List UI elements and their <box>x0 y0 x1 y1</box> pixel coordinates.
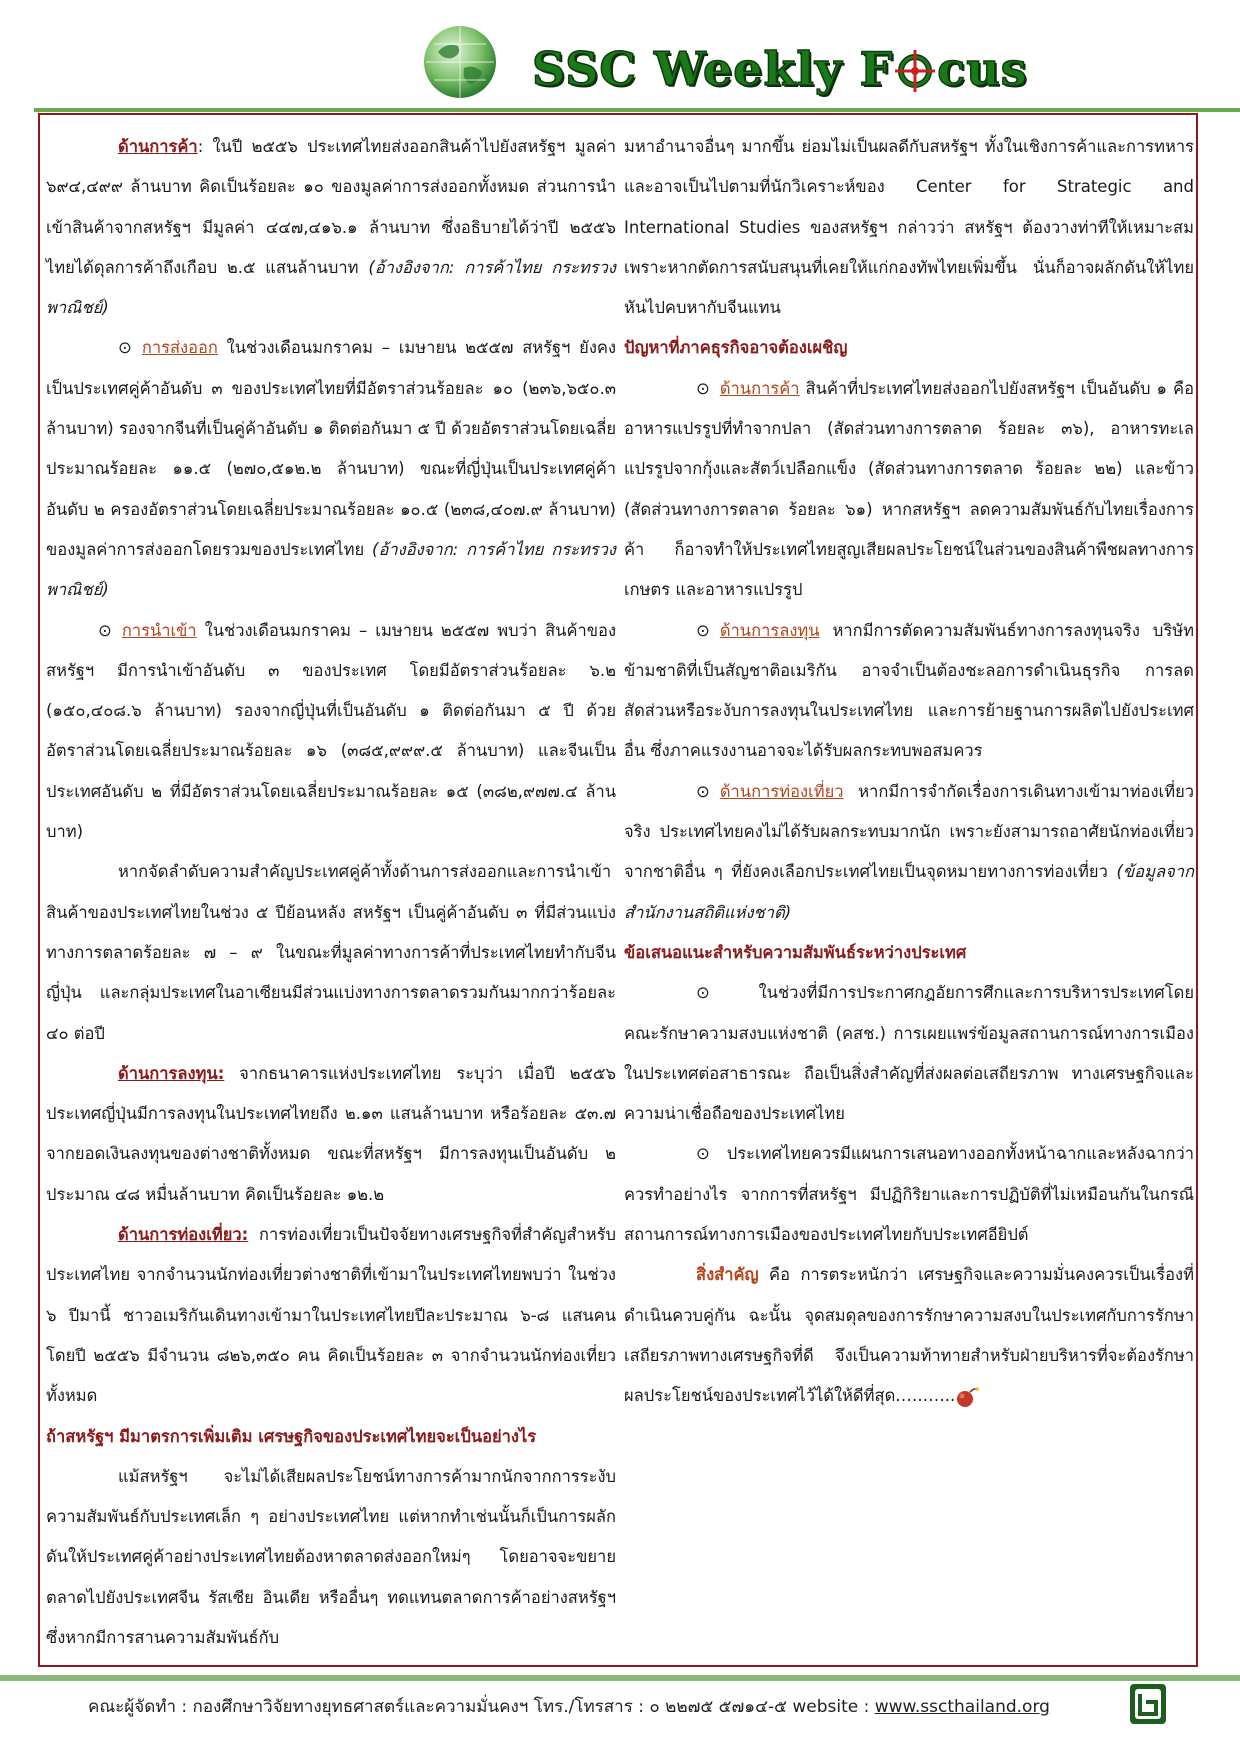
text-investment-impact: หากมีการตัดความสัมพันธ์ทางการลงทุนจริง บริษัทข้ามชาติที่เป็นสัญชาติอเมริกัน อาจจำเป็นต้องชะลอการดำเนินธุรกิจ การลดสัดส่วนหรือระงับการลงทุนในประเทศไทย และการย้ายฐานการผลิตไปยังประเทศอื่น ซึ่งภาคแรงงานอาจจะได้รับผลกระทบพอสมควร <box>624 620 1194 761</box>
text-recommendation-2: ประเทศไทยควรมีแผนการเสนอทางออกทั้งหน้าฉากและหลังฉากว่าควรทำอย่างไร จากการที่สหรัฐฯ มีปฏิกิริยาและการปฏิบัติที่ไม่เหมือนกันในกรณีสถานการณ์ทางการเมืองของประเทศไทยกับประเทศอียิปต์ <box>624 1144 1194 1245</box>
heading-tourism: ด้านการท่องเที่ยว: <box>118 1225 249 1245</box>
bomb-icon <box>955 1386 979 1408</box>
header-divider <box>34 108 1240 112</box>
text-recommendation-1: ในช่วงที่มีการประกาศกฎอัยการศึกและการบริหารประเทศโดยคณะรักษาความสงบแห่งชาติ (คสช.) การเผยแพร่ข้อมูลสถานการณ์ทางการเมืองในประเทศต่อสาธารณะ ถือเป็นสิ่งสำคัญที่ส่งผลต่อเสถียรภาพ ทางเศรษฐกิจและความน่าเชื่อถือของประเทศไทย <box>624 983 1194 1124</box>
text-import: ในช่วงเดือนมกราคม – เมษายน ๒๕๕๗ พบว่า สินค้าของสหรัฐฯ มีการนำเข้าอันดับ ๓ ของประเทศ โดยมีอัตราส่วนร้อยละ ๖.๒ (๑๕๐,๔๐๘.๖ ล้านบาท) รองจากญี่ปุ่นที่เป็นอันดับ ๑ ติดต่อกันมา ๕ ปี ด้วยอัตราส่วนโดยเฉลี่ยประมาณร้อยละ ๑๖ (๓๘๕,๙๙๙.๕ ล้านบาท) และจีนเป็นประเทศอันดับ ๒ ที่มีอัตราส่วนโดยเฉลี่ยประมาณร้อยละ ๑๕ (๓๘๒,๙๗๗.๔ ล้านบาท) <box>46 620 616 842</box>
masthead-title <box>532 42 1028 96</box>
bullet-icon: ⊙ <box>696 1144 710 1164</box>
text-investment: จากธนาคารแห่งประเทศไทย ระบุว่า เมื่อปี ๒๕๕๖ ประเทศญี่ปุ่นมีการลงทุนในประเทศไทยถึง ๒.๑๓ แสนล้านบาท หรือร้อยละ ๕๓.๗ จากยอดเงินลงทุนของต่างชาติทั้งหมด ขณะที่สหรัฐฯ มีการลงทุนเป็นอันดับ ๒ ประมาณ ๔๘ หมื่นล้านบาท คิดเป็นร้อยละ ๑๒.๒ <box>46 1063 616 1204</box>
paragraph-continued <box>624 127 1194 328</box>
page-footer <box>88 1692 1128 1722</box>
text-tourism: การท่องเที่ยวเป็นปัจจัยทางเศรษฐกิจที่สำคัญสำหรับประเทศไทย จากจำนวนนักท่องเที่ยวต่างชาติที่เข้ามาในประเทศไทยพบว่า ในช่วง ๖ ปีมานี้ ชาวอเมริกันเดินทางเข้ามาในประเทศไทยปีละประมาณ ๖-๘ แสนคน โดยปี ๒๕๕๖ มีจำนวน ๘๒๖,๓๕๐ คน คิดเป็นร้อยละ ๓ จากจำนวนนักท่องเที่ยวทั้งหมด <box>46 1225 616 1406</box>
subheading-trade-impact: ด้านการค้า <box>719 378 800 398</box>
subheading-import: การนำเข้า <box>121 620 197 640</box>
text-key-point: คือ การตระหนักว่า เศรษฐกิจและความมั่นคงควรเป็นเรื่องที่ดำเนินควบคู่กัน ฉะนั้น จุดสมดุลของการรักษาความสงบในประเทศกับการรักษาเสถียรภาพทางเศรษฐกิจที่ดี จึงเป็นความท้าทายสำหรับฝ่ายบริหารที่จะต้องรักษาผลประโยชน์ของประเทศไว้ได้ให้ดีที่สุด……….. <box>624 1265 1194 1406</box>
heading-investment: ด้านการลงทุน: <box>118 1063 225 1083</box>
text-tourism-impact: หากมีการจำกัดเรื่องการเดินทางเข้ามาท่องเที่ยวจริง ประเทศไทยคงไม่ได้รับผลกระทบมากนัก เพราะยังสามารถอาศัยนักท่องเที่ยวจากชาติอื่น ๆ ที่ยังคงเลือกประเทศไทยเป็นจุดหมายทางการท่องเที่ยว <box>624 781 1194 882</box>
paragraph-investment-impact <box>624 611 1194 772</box>
paragraph-trade <box>46 127 616 328</box>
paragraph-recommendation-1 <box>624 973 1194 1134</box>
bullet-icon: ⊙ <box>696 781 710 801</box>
text-trade: : ในปี ๒๕๕๖ ประเทศไทยส่งออกสินค้าไปยังสหรัฐฯ มูลค่า ๖๙๔,๔๙๙ ล้านบาท คิดเป็นร้อยละ ๑๐ ของมูลค่าการส่งออกทั้งหมด ส่วนการนำเข้าสินค้าจากสหรัฐฯ มีมูลค่า ๔๔๗,๔๑๖.๑ ล้านบาท ซึ่งอธิบายได้ว่าปี ๒๕๕๖ ไทยได้ดุลการค้าถึงเกือบ ๒.๕ แสนล้านบาท <box>46 137 616 277</box>
masthead-suffix: cus <box>937 42 1028 96</box>
footer-credit: คณะผู้จัดทำ : กองศึกษาวิจัยทางยุทธศาสตร์และความมั่นคงฯ โทร./โทรสาร : ๐ ๒๒๗๕ ๕๗๑๔-๕ website : <box>88 1697 875 1717</box>
footer-divider <box>0 1675 1240 1681</box>
citation-tourism: (ข้อมูลจากสำนักงานสถิติแห่งชาติ) <box>624 862 1195 922</box>
citation-trade: (อ้างอิงจาก: การค้าไทย กระทรวงพาณิชย์) <box>46 257 616 318</box>
text-continued: มหาอำนาจอื่นๆ มากขึ้น ย่อมไม่เป็นผลดีกับสหรัฐฯ ทั้งในเชิงการค้าและการทหาร และอาจเป็นไปตามที่นักวิเคราะห์ของ Center for Strategic and International Studies ของสหรัฐฯ กล่าวว่า สหรัฐฯ ต้องวางท่าทีให้เหมาะสม เพราะหากตัดการสนับสนุนที่เคยให้แก่กองทัพไทยเพิ่มขึ้น นั่นก็อาจผลักดันให้ไทยหันไปคบหากับจีนแทน <box>624 137 1194 318</box>
paragraph-key-point <box>624 1255 1194 1416</box>
left-column <box>46 127 616 1658</box>
bullet-icon: ⊙ <box>696 620 710 640</box>
paragraph-ranking <box>46 852 616 1053</box>
citation-export: (อ้างอิงจาก: การค้าไทย กระทรวงพาณิชย์) <box>46 539 616 600</box>
section-heading-business-problems: ปัญหาที่ภาคธุรกิจอาจต้องเผชิญ <box>624 338 848 358</box>
bullet-icon: ⊙ <box>696 983 710 1003</box>
globe-logo <box>420 22 500 102</box>
text-ranking: หากจัดลำดับความสำคัญประเทศคู่ค้าทั้งด้านการส่งออกและการนำเข้าสินค้าของประเทศไทยในช่วง ๕ ปีย้อนหลัง สหรัฐฯ เป็นคู่ค้าอันดับ ๓ ที่มีส่วนแบ่งทางการตลาดร้อยละ ๗ – ๙ ในขณะที่มูลค่าทางการค้าที่ประเทศไทยทำกับจีน ญี่ปุ่น และกลุ่มประเทศในอาเซียนมีส่วนแบ่งทางการตลาดรวมกันมากกว่าร้อยละ ๔๐ ต่อปี <box>46 862 616 1043</box>
paragraph-tourism <box>46 1215 616 1416</box>
paragraph-investment <box>46 1054 616 1215</box>
page-header <box>0 0 1240 110</box>
subheading-tourism-impact: ด้านการท่องเที่ยว <box>719 781 844 801</box>
paragraph-tourism-impact <box>624 772 1194 933</box>
paragraph-import <box>46 611 616 853</box>
paragraph-recommendation-2 <box>624 1134 1194 1255</box>
paragraph-us-measures <box>46 1457 616 1658</box>
bullet-icon: ⊙ <box>98 620 112 640</box>
section-heading-recommendations: ข้อเสนอแนะสำหรับความสัมพันธ์ระหว่างประเทศ <box>624 942 967 962</box>
ssc-logo <box>1128 1682 1168 1726</box>
key-point-label: สิ่งสำคัญ <box>696 1265 759 1285</box>
paragraph-trade-impact <box>624 369 1194 611</box>
text-export: ในช่วงเดือนมกราคม – เมษายน ๒๕๕๗ สหรัฐฯ ยังคงเป็นประเทศคู่ค้าอันดับ ๓ ของประเทศไทยที่มีอัตราส่วนร้อยละ ๑๐ (๒๓๖,๖๕๐.๓ ล้านบาท) รองจากจีนที่เป็นคู่ค้าอันดับ ๑ ติดต่อกันมา ๕ ปี ด้วยอัตราส่วนโดยเฉลี่ยประมาณร้อยละ ๑๑.๕ (๒๗๐,๕๑๒.๒ ล้านบาท) ขณะที่ญี่ปุ่นเป็นประเทศคู่ค้าอันดับ ๒ ครองอัตราส่วนโดยเฉลี่ยประมาณร้อยละ ๑๐.๕ (๒๓๘,๔๐๗.๙ ล้านบาท) ของมูลค่าการส่งออกโดยรวมของประเทศไทย <box>46 338 616 559</box>
paragraph-export <box>46 328 616 610</box>
bullet-icon: ⊙ <box>118 338 132 358</box>
bullet-icon: ⊙ <box>696 378 710 398</box>
website-link[interactable]: www.sscthailand.org <box>874 1697 1050 1717</box>
subheading-export: การส่งออก <box>141 338 218 358</box>
right-column <box>624 127 1194 1417</box>
section-heading-us-measures: ถ้าสหรัฐฯ มีมาตรการเพิ่มเติม เศรษฐกิจของประเทศไทยจะเป็นอย่างไร <box>46 1426 537 1446</box>
text-trade-impact: สินค้าที่ประเทศไทยส่งออกไปยังสหรัฐฯ เป็นอันดับ ๑ คือ อาหารแปรรูปที่ทำจากปลา (สัดส่วนทางการตลาด ร้อยละ ๓๖), อาหารทะเลแปรรูปจากกุ้งและสัตว์เปลือกแข็ง (สัดส่วนทางการตลาด ร้อยละ ๒๒) และข้าว (สัดส่วนทางการตลาด ร้อยละ ๖๑) หากสหรัฐฯ ลดความสัมพันธ์กับไทยเรื่องการค้า ก็อาจทำให้ประเทศไทยสูญเสียผลประโยชน์ในส่วนของสินค้าพืชผลทางการเกษตร และอาหารแปรรูป <box>624 378 1194 600</box>
target-crosshair-icon <box>895 46 935 92</box>
heading-trade: ด้านการค้า <box>118 137 198 156</box>
subheading-investment-impact: ด้านการลงทุน <box>719 620 820 640</box>
content-frame <box>38 113 1198 1667</box>
masthead-prefix: SSC Weekly F <box>532 42 894 96</box>
text-us-measures: แม้สหรัฐฯ จะไม่ได้เสียผลประโยชน์ทางการค้ามากนักจากการระงับความสัมพันธ์กับประเทศเล็ก ๆ อย่างประเทศไทย แต่หากทำเช่นนั้นก็เป็นการผลักดันให้ประเทศคู่ค้าอย่างประเทศไทยต้องหาตลาดส่งออกใหม่ๆ โดยอาจจะขยายตลาดไปยังประเทศจีน รัสเซีย อินเดีย หรืออื่นๆ ทดแทนตลาดการค้าอย่างสหรัฐฯ ซึ่งหากมีการสานความสัมพันธ์กับ <box>46 1466 616 1647</box>
